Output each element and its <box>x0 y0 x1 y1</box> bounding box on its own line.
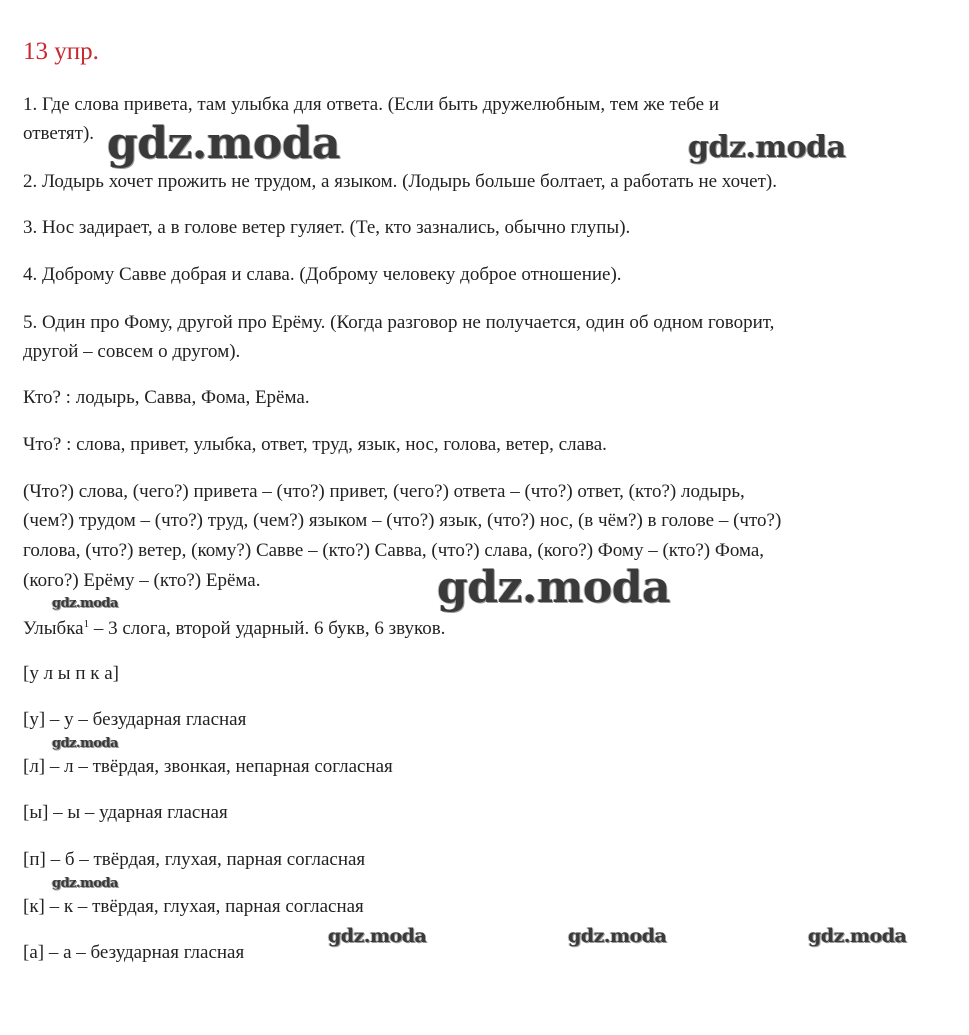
text-line: Что? : слова, привет, улыбка, ответ, труд, язык, нос, голова, ветер, слава. <box>23 434 607 455</box>
exercise-title: 13 упр. <box>23 38 99 65</box>
text-line: (Что?) слова, (чего?) привета – (что?) привет, (чего?) ответа – (что?) ответ, (кто?) лодырь, <box>23 481 745 502</box>
ulybka-description: – 3 слога, второй ударный. 6 букв, 6 звуков. <box>89 618 446 639</box>
watermark: gdz.moda <box>688 130 846 165</box>
watermark: gdz.moda <box>52 736 119 751</box>
watermark: gdz.moda <box>328 925 427 947</box>
watermark: gdz.moda <box>52 596 119 611</box>
sound-line: [ы] – ы – ударная гласная <box>23 802 228 823</box>
text-line: 3. Нос задирает, а в голове ветер гуляет. (Те, кто зазнались, обычно глупы). <box>23 217 631 238</box>
sound-line: [у] – у – безударная гласная <box>23 709 247 730</box>
text-line: 4. Доброму Савве добрая и слава. (Доброму человеку доброе отношение). <box>23 264 622 285</box>
watermark: gdz.moda <box>568 925 667 947</box>
footnote-mark: 1 <box>83 618 90 630</box>
text-line: 2. Лодырь хочет прожить не трудом, а языком. (Лодырь больше болтает, а работать не хочет). <box>23 171 777 192</box>
text-line: голова, (что?) ветер, (кому?) Савве – (кто?) Савва, (что?) слава, (кого?) Фому – (кто?) Фома, <box>23 540 765 561</box>
sound-line: [п] – б – твёрдая, глухая, парная согласная <box>23 849 366 870</box>
sound-line: [л] – л – твёрдая, звонкая, непарная согласная <box>23 756 393 777</box>
watermark: gdz.moda <box>52 876 119 891</box>
watermark: gdz.moda <box>437 562 671 613</box>
text-line: другой – совсем о другом). <box>23 341 241 362</box>
watermark: gdz.moda <box>107 118 341 169</box>
sound-line: [у л ы п к а] <box>23 663 119 684</box>
ulybka-line <box>23 614 445 644</box>
sound-line: [к] – к – твёрдая, глухая, парная согласная <box>23 896 364 917</box>
text-line: Кто? : лодырь, Савва, Фома, Ерёма. <box>23 387 310 408</box>
ulybka-word: Улыбка <box>23 618 84 639</box>
text-line: ответят). <box>23 123 95 144</box>
watermark: gdz.moda <box>808 925 907 947</box>
text-line: 5. Один про Фому, другой про Ерёму. (Когда разговор не получается, один об одном говорит, <box>23 312 775 333</box>
text-line: (чем?) трудом – (что?) труд, (чем?) языком – (что?) язык, (что?) нос, (в чём?) в голове – (что?) <box>23 510 782 531</box>
sound-line: [а] – а – безударная гласная <box>23 942 245 963</box>
text-line: (кого?) Ерёму – (кто?) Ерёма. <box>23 570 261 591</box>
text-line: 1. Где слова привета, там улыбка для ответа. (Если быть дружелюбным, тем же тебе и <box>23 94 719 115</box>
